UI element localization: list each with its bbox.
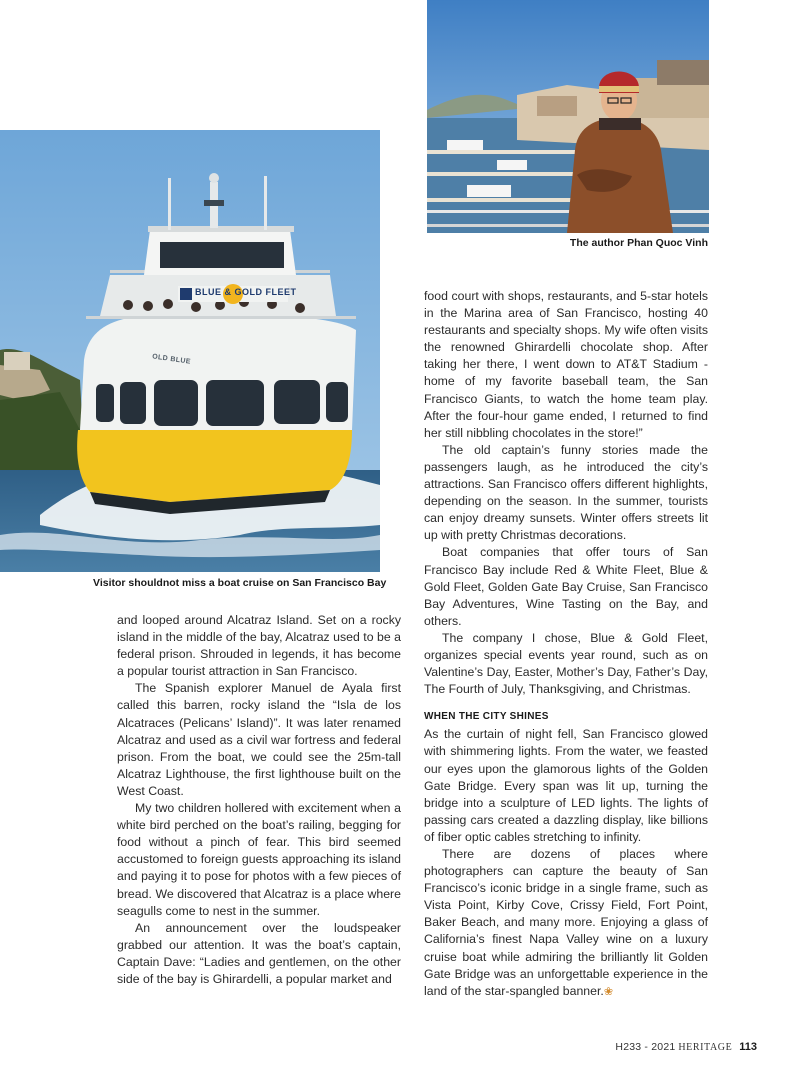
issue-number: H233 - 2021 xyxy=(615,1041,676,1053)
lotus-end-mark-icon: ❀ xyxy=(603,985,614,998)
article-column-left xyxy=(117,612,401,988)
author-photo-caption: The author Phan Quoc Vinh xyxy=(569,237,708,249)
body-paragraph: Boat companies that offer tours of San Francisco Bay include Red & White Fleet, Blue & Gold Fleet, Golden Gate Bay Cruise, San Francisco Bay Adventures, Wine Tasting on the Bay, and others. xyxy=(424,545,708,628)
body-paragraph: The company I chose, Blue & Gold Fleet, organizes special events year round, such as on Valentine’s Day, Easter, Mother’s Day, Father’s Day, The Fourth of July, Thanksgiving, and Christmas. xyxy=(424,630,708,697)
author-photo-illustration xyxy=(427,0,709,233)
boat-photo-illustration xyxy=(0,130,380,572)
bow-name-text: OLD BLUE xyxy=(151,353,192,366)
body-paragraph: The old captain’s funny stories made the passengers laugh, as he introduced the city’s attractions. San Francisco offers different highlights, depending on the season. In the summer, tourists can enjoy dreamy sunsets. Winter offers streets lit up with pretty Christmas decorations. xyxy=(424,442,708,543)
article-column-right xyxy=(424,288,708,1001)
boat-cruise-photo xyxy=(0,130,380,572)
author-photo xyxy=(427,0,709,233)
section-heading: WHEN THE CITY SHINES xyxy=(424,711,549,723)
boat-photo-caption: Visitor shouldnot miss a boat cruise on San Francisco Bay xyxy=(93,577,387,589)
body-paragraph: The Spanish explorer Manuel de Ayala first called this barren, rocky island the “Isla de los Alcatraces (Pelicans’ Island)”. It was later renamed Alcatraz and used as a civil war fortress and federal prison. From the boat, we could see the 25m-tall Alcatraz Lighthouse, the first lighthouse built on the West Coast. xyxy=(117,681,401,798)
body-paragraph: and looped around Alcatraz Island. Set on a rocky island in the middle of the bay, Alcatraz used to be a federal prison. Shrouded in legends, it has become a popular tourist attraction in San Francisco. xyxy=(117,613,401,679)
body-paragraph: As the curtain of night fell, San Francisco glowed with shimmering lights. From the water, we feasted our eyes upon the glamorous lights of the Golden Gate Bridge. Every span was lit up, turning the bridge into a sculpture of LED lights. The lights of passing cars created a dazzling display, like billions of fiber optic cables stretching to infinity. xyxy=(424,727,708,844)
magazine-brand: HERITAGE xyxy=(678,1042,733,1053)
body-paragraph: My two children hollered with excitement when a white bird perched on the boat’s railing, begging for food without a pinch of fear. This bird seemed accustomed to foreign guests approaching its island and paying it to pose for photos with a few pieces of bread. We discovered that Alcatraz is a place where seagulls come to nest in the summer. xyxy=(117,801,401,918)
body-paragraph: An announcement over the loudspeaker grabbed our attention. It was the boat’s captain, Captain Dave: “Ladies and gentlemen, on the other side of the bay is Ghirardelli, a popular market and xyxy=(117,920,401,986)
hull-logo-text: BLUE & GOLD FLEET xyxy=(195,287,297,297)
body-paragraph: food court with shops, restaurants, and 5-star hotels in the Marina area of San Francisco, hosting 40 restaurants and specialty shops. My wife often visits the renowned Ghirardelli chocolate shop. After taking her there, I went down to AT&T Stadium - home of my favorite baseball team, the San Francisco Giants, to watch the home team play. After the four-hour game ended, I returned to find her still nibbling chocolates in the store!” xyxy=(424,289,708,440)
page-footer xyxy=(615,1041,757,1053)
page-number: 113 xyxy=(739,1041,757,1053)
closing-paragraph-text: There are dozens of places where photographers can capture the beauty of San Francisco’s iconic bridge in a single frame, such as Vista Point, Kirby Cove, Crissy Field, Fort Point, Baker Beach, and many more. Enjoying a glass of California’s finest Napa Valley wine on a luxury cruise boat while admiring the brilliantly lit Golden Gate Bridge was an unforgettable experience in the land of the star-spangled banner. xyxy=(424,847,708,998)
body-paragraph xyxy=(424,846,708,1001)
